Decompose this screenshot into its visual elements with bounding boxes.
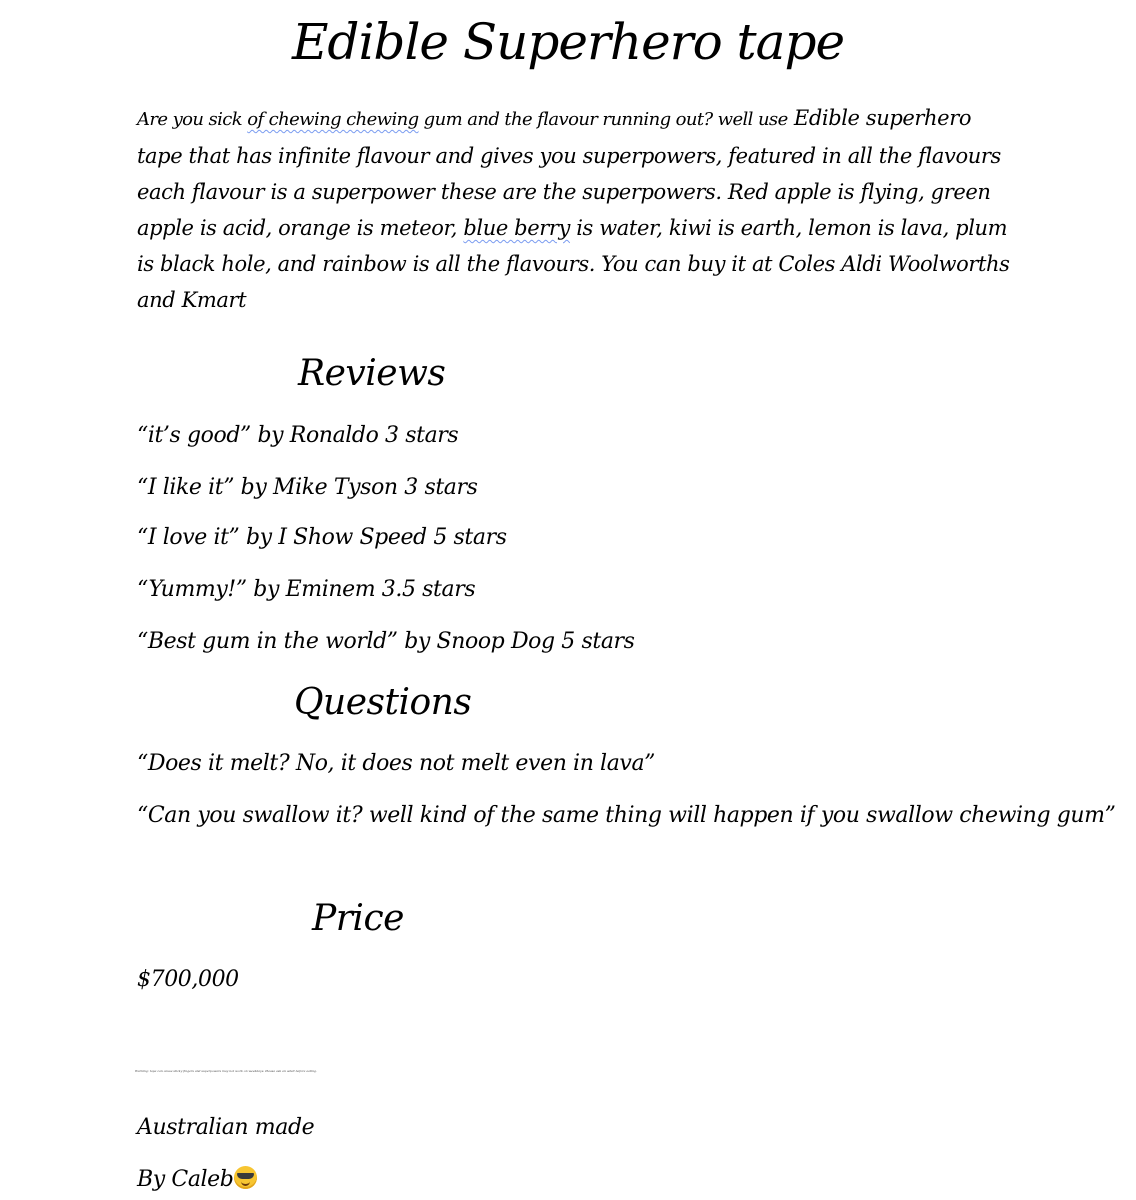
spelling-underline-2[interactable]: blue berry — [463, 216, 570, 240]
reviews-heading: Reviews — [298, 353, 446, 394]
review-item: “I like it” by Mike Tyson 3 stars — [137, 475, 478, 500]
review-item: “Best gum in the world” by Snoop Dog 5 stars — [137, 629, 635, 654]
document-title: Edible Superhero tape — [291, 13, 845, 71]
question-item: “Does it melt? No, it does not melt even in lava” — [137, 751, 656, 776]
intro-paragraph — [137, 100, 1017, 318]
price-heading: Price — [312, 898, 404, 939]
review-item: “Yummy!” by Eminem 3.5 stars — [137, 577, 476, 602]
author-line — [137, 1165, 257, 1195]
made-in-label: Australian made — [137, 1115, 315, 1140]
intro-lead: Are you sick — [137, 109, 248, 130]
fine-print: Warning: tape can cause sticky fingers and superpowers may not work on weekdays. Please ask an adult before eating. — [135, 1069, 317, 1073]
intro-lead-rest: gum and the flavour running out? well use — [418, 109, 788, 130]
author-name: By Caleb — [137, 1167, 234, 1192]
intro-main-1: Edible superhero tape that has infinite flavour and gives you superpowers, featured in all the flavours each flavour is a superpower these are the superpowers. Red apple is flying, green apple is acid, orange is meteor, — [137, 106, 1001, 240]
intro-main-2: is water, kiwi is earth, lemon is lava, plum is black hole, and rainbow is all the flavours. You can buy it at Coles Aldi Woolworths and Kmart — [137, 216, 1010, 312]
review-item: “I love it” by I Show Speed 5 stars — [137, 525, 507, 550]
spelling-underline-1[interactable]: of chewing chewing — [247, 109, 419, 130]
questions-heading: Questions — [294, 682, 472, 723]
smiling-face-with-sunglasses-icon — [234, 1166, 257, 1189]
review-item: “it’s good” by Ronaldo 3 stars — [137, 423, 459, 448]
price-value: $700,000 — [137, 967, 239, 992]
question-item: “Can you swallow it? well kind of the same thing will happen if you swallow chewing gum” — [137, 803, 1116, 828]
